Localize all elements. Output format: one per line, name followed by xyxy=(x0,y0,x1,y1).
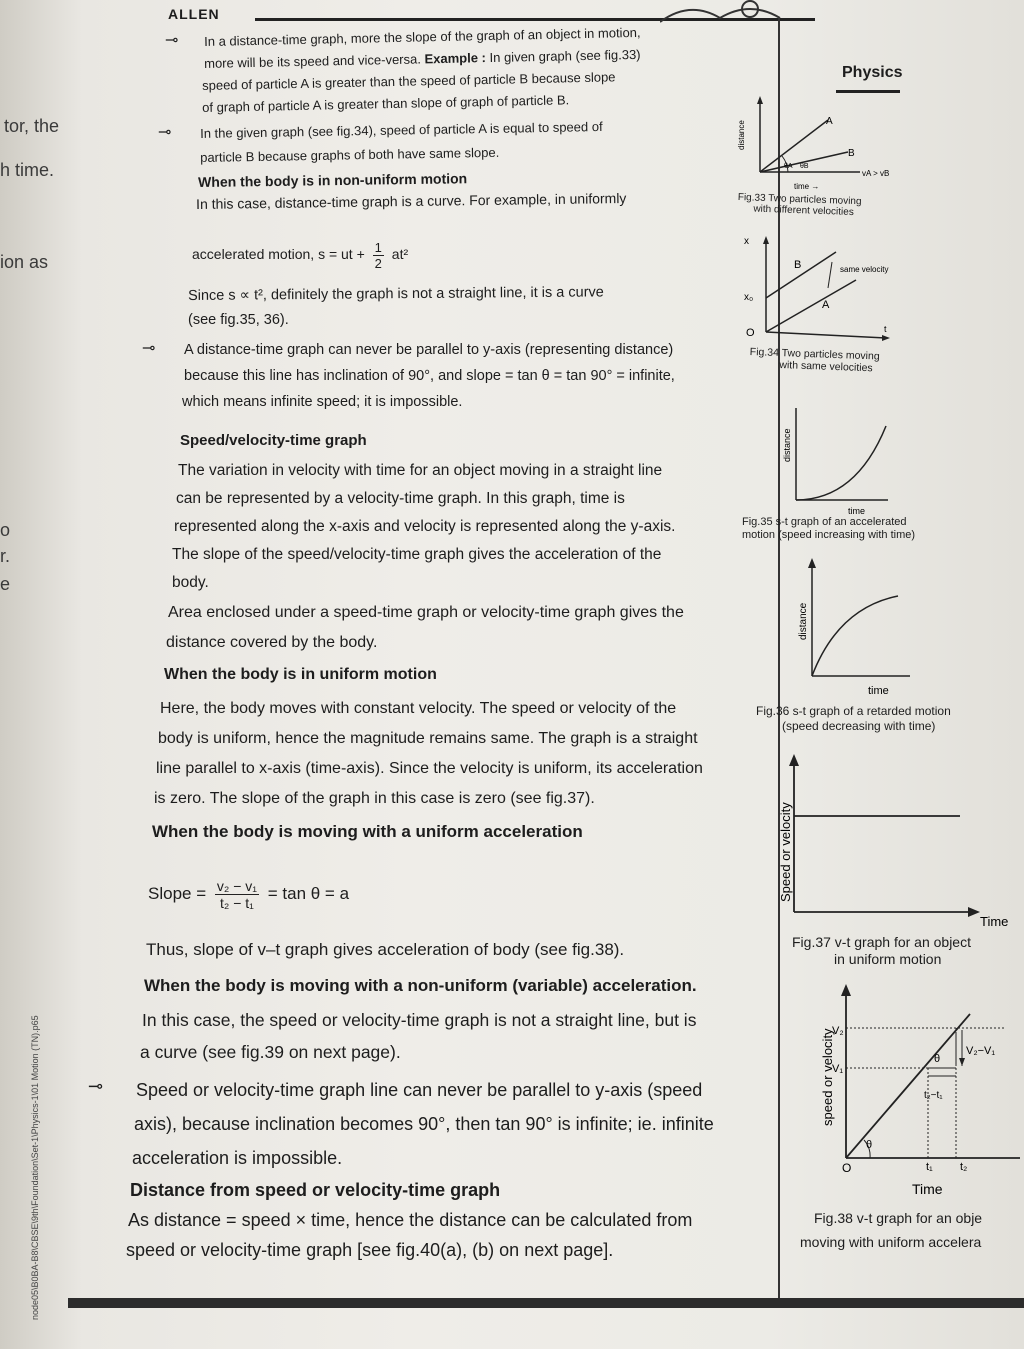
paragraph-line: because this line has inclination of 90°, and slope = tan θ = tan 90° = infinite, xyxy=(184,368,675,384)
bullet-icon: ⊸ xyxy=(88,1076,104,1096)
t2-label: t₂ xyxy=(960,1161,968,1173)
paragraph-line: body. xyxy=(172,574,209,591)
subheading: Speed/velocity-time graph xyxy=(180,432,367,449)
paragraph-line: speed of particle A is greater than the speed of particle B because slope xyxy=(202,69,616,93)
margin-fragment: tor, the xyxy=(4,116,60,136)
v1-label: V₁ xyxy=(832,1063,844,1075)
equation-line: accelerated motion, s = ut + $\frac{1}{2}$ at² xyxy=(192,240,409,271)
x-axis-label: t xyxy=(884,324,887,334)
paragraph-line: Thus, slope of v–t graph gives acceleration of body (see fig.38). xyxy=(146,940,625,959)
paragraph-line: axis), because inclination becomes 90°, then tan 90° is infinite; ie. infinite xyxy=(134,1114,714,1134)
paragraph-line: Here, the body moves with constant velocity. The speed or velocity of the xyxy=(160,700,677,717)
header-wave-decoration xyxy=(660,0,820,24)
pointer-line xyxy=(828,262,832,288)
x-label: Time xyxy=(912,1181,943,1197)
paragraph-line: body is uniform, hence the magnitude remains same. The graph is a straight xyxy=(158,730,698,747)
label-b: B xyxy=(794,259,802,271)
arrow-up-icon xyxy=(808,558,816,568)
y-label: distance xyxy=(737,120,746,150)
slope-equation: Slope = $\frac{\text{v₂ − v₁}}{\text{t₂ − t₁}}$ = tan θ = a xyxy=(148,878,350,911)
curve xyxy=(796,426,886,500)
left-page-margin xyxy=(0,0,100,1349)
fig35-caption: Fig.35 s-t graph of an accelerated motion (speed increasing with time) xyxy=(742,516,916,541)
subheading: When the body is moving with a non-uniform (variable) acceleration. xyxy=(144,976,697,995)
margin-fragment: h time. xyxy=(0,160,55,180)
fig33-graph xyxy=(730,92,920,202)
subheading: When the body is moving with a uniform acceleration xyxy=(152,822,583,841)
arrow-right-icon xyxy=(882,335,890,341)
x-label: time xyxy=(868,685,889,697)
x-label: Time xyxy=(980,914,1009,929)
paragraph-line: In the given graph (see fig.34), speed of particle A is equal to speed of xyxy=(200,118,603,141)
fig35-graph xyxy=(776,400,906,522)
t1-label: t₁ xyxy=(926,1161,933,1173)
velocity-line xyxy=(846,1014,970,1158)
paragraph-line: is zero. The slope of the graph in this case is zero (see fig.37). xyxy=(154,790,595,807)
label-a: A xyxy=(822,299,830,311)
y-label: distance xyxy=(798,602,809,640)
margin-fragment: o xyxy=(0,520,11,540)
section-title: Physics xyxy=(842,64,903,81)
page-header xyxy=(168,6,220,24)
subheading: When the body is in non-uniform motion xyxy=(198,170,468,190)
line-a xyxy=(766,280,856,332)
arrow-up-icon xyxy=(841,984,851,996)
paragraph-line: The slope of the speed/velocity-time graph gives the acceleration of the xyxy=(172,546,662,563)
label-a: A xyxy=(826,116,833,127)
paragraph-line: In this case, the speed or velocity-time graph is not a straight line, but is xyxy=(142,1010,697,1030)
file-path-vertical: node05\B0BA-B8\CBSE\9th\Foundation\Set-1\Physics-1\01 Motion (TN).p65 xyxy=(30,1015,40,1320)
theta-small: θ xyxy=(934,1053,941,1065)
dt-label: t₂−t₁ xyxy=(924,1090,943,1101)
paragraph-line: Since s ∝ t², definitely the graph is not a straight line, it is a curve xyxy=(188,284,604,304)
theta-b: θB xyxy=(800,163,809,170)
subheading: When the body is in uniform motion xyxy=(164,666,437,683)
paragraph-line: line parallel to x-axis (time-axis). Since the velocity is uniform, its acceleration xyxy=(156,760,703,777)
origin-label: O xyxy=(842,1161,852,1175)
fig38-graph xyxy=(806,980,1024,1200)
v2-label: V₂ xyxy=(832,1025,844,1037)
note: same velocity xyxy=(840,265,889,274)
x-axis xyxy=(766,332,886,338)
paragraph-line: In this case, distance-time graph is a curve. For example, in uniformly xyxy=(196,189,627,212)
paragraph-line: In a distance-time graph, more the slope of the graph of an object in motion, xyxy=(204,24,641,49)
paragraph-line: speed or velocity-time graph [see fig.40(a), (b) on next page]. xyxy=(126,1240,614,1260)
bullet-icon: ⊸ xyxy=(142,340,156,357)
arrow-up-icon xyxy=(757,96,763,104)
paragraph-line: As distance = speed × time, hence the distance can be calculated from xyxy=(128,1210,693,1230)
paragraph-line: a curve (see fig.39 on next page). xyxy=(140,1042,401,1062)
y-axis-label: x xyxy=(744,236,749,247)
arrow-up-icon xyxy=(763,236,769,244)
label-b: B xyxy=(848,148,855,159)
fig33-caption: Fig.33 Two particles moving with different velocities xyxy=(737,192,862,219)
dv-label: V₂−V₁ xyxy=(966,1045,996,1057)
fig36-caption: Fig.36 s-t graph of a retarded motion (speed decreasing with time) xyxy=(756,704,951,733)
fig34-graph xyxy=(736,228,936,348)
paragraph-line: distance covered by the body. xyxy=(166,634,378,651)
subheading: Distance from speed or velocity-time graph xyxy=(130,1180,501,1200)
y-label: speed or velocity xyxy=(820,1028,835,1126)
fig34-caption: Fig.34 Two particles moving with same velocities xyxy=(749,346,880,375)
fig37-graph xyxy=(770,746,1020,932)
paragraph-line: can be represented by a velocity-time graph. In this graph, time is xyxy=(176,490,625,507)
paragraph-line: particle B because graphs of both have same slope. xyxy=(200,144,500,165)
paragraph-line: A distance-time graph can never be parallel to y-axis (representing distance) xyxy=(184,342,674,358)
margin-fragment: r. xyxy=(0,546,11,566)
arrow-right-icon xyxy=(968,907,980,917)
y-label: Speed or velocity xyxy=(778,802,793,902)
fig37-caption: Fig.37 v-t graph for an object in uniform motion xyxy=(792,934,971,967)
paragraph-line: of graph of particle A is greater than slope of graph of particle B. xyxy=(202,92,570,115)
paragraph-line: represented along the x-axis and velocity is represented along the y-axis. xyxy=(174,518,676,535)
theta-a: θA xyxy=(784,163,793,170)
paragraph-line: which means infinite speed; it is impossible. xyxy=(182,394,463,410)
brand-logo-text: ALLEN xyxy=(168,6,220,22)
arrow-up-icon xyxy=(789,754,799,766)
paragraph-line: Speed or velocity-time graph line can never be parallel to y-axis (speed xyxy=(136,1080,703,1100)
paragraph-line: (see fig.35, 36). xyxy=(188,312,289,328)
origin-label: O xyxy=(746,327,755,339)
margin-fragment: e xyxy=(0,574,11,594)
fig36-graph xyxy=(788,548,918,698)
arrow-down-icon xyxy=(959,1058,965,1066)
y-label: distance xyxy=(782,428,792,462)
bullet-icon: ⊸ xyxy=(158,124,172,141)
curve xyxy=(812,596,898,676)
x0-label: x₀ xyxy=(744,292,754,303)
paragraph-line: The variation in velocity with time for an object moving in a straight line xyxy=(178,462,663,479)
bullet-icon: ⊸ xyxy=(165,32,179,49)
x-label: time xyxy=(848,506,866,516)
margin-fragment: ion as xyxy=(0,252,49,272)
relation: vA > vB xyxy=(862,169,890,178)
x-label: time → xyxy=(794,182,820,191)
paragraph-line: Area enclosed under a speed-time graph or velocity-time graph gives the xyxy=(168,604,684,621)
footer-rule xyxy=(68,1298,1024,1308)
fig38-caption: Fig.38 v-t graph for an obje moving with uniform accelera xyxy=(800,1210,983,1250)
theta-label: θ xyxy=(866,1139,873,1151)
paragraph-line: acceleration is impossible. xyxy=(132,1148,343,1168)
paragraph-line: more will be its speed and vice-versa. Example : In given graph (see fig.33) xyxy=(204,46,641,71)
